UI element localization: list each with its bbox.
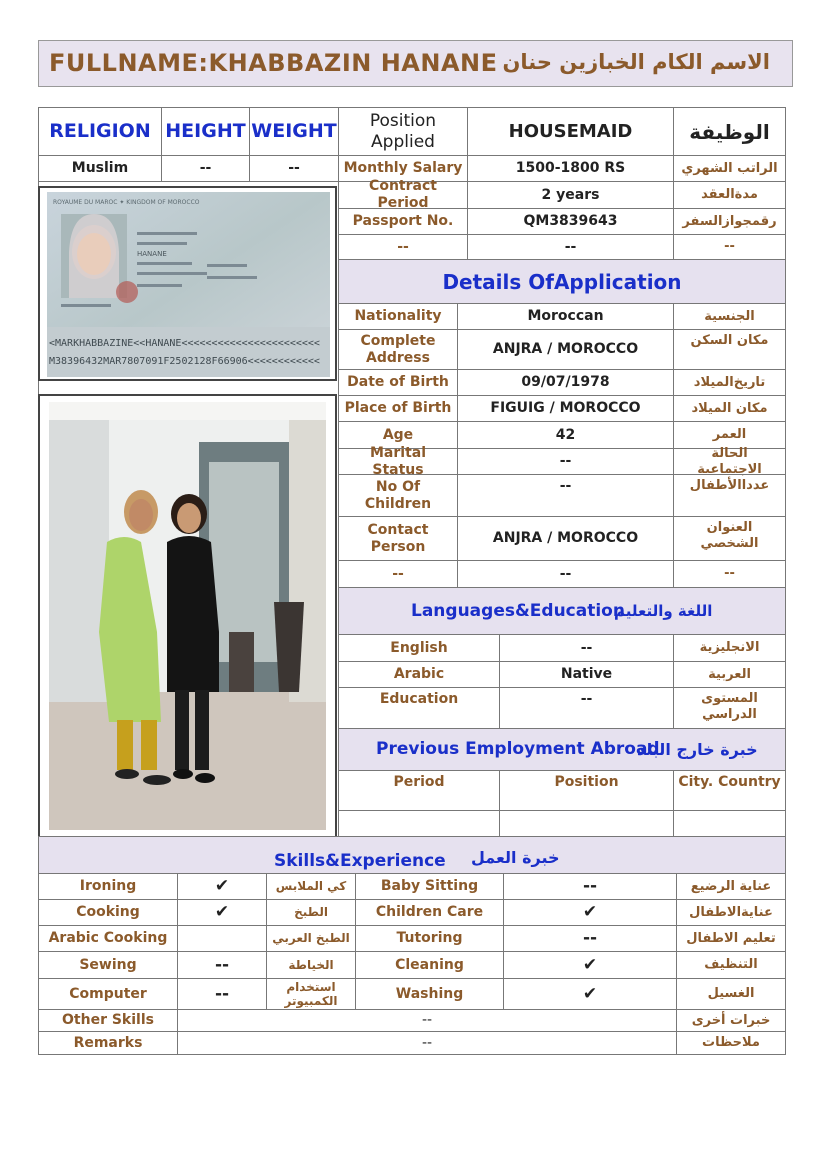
skill-right-check: ✔ [503, 978, 677, 1010]
details-row-value: -- [457, 448, 674, 475]
height-header: HEIGHT [161, 107, 250, 156]
language-row-label: English [338, 634, 500, 662]
remarks-value: -- [177, 1031, 677, 1055]
details-row-value: FIGUIG / MOROCCO [457, 395, 674, 422]
skill-right-check: -- [503, 925, 677, 952]
details-row-label-ar: العمر [673, 421, 786, 449]
skill-right-label: Children Care [355, 899, 504, 926]
skill-left-label-ar: استخدام الكمبيوتر [266, 978, 356, 1010]
skill-right-label-ar: الغسيل [676, 978, 786, 1010]
skill-left-check: -- [177, 951, 267, 979]
language-row-label-ar: المستوى الدراسي [673, 687, 786, 729]
details-row-label-ar: مكان الميلاد [673, 395, 786, 422]
details-row-value: -- [457, 560, 674, 588]
job-row-label-ar: رقمجوازالسفر [673, 208, 786, 235]
details-row-label: -- [338, 560, 458, 588]
languages-title-ar: اللغة والتعليم [614, 602, 713, 620]
skill-left-label-ar: الخياطة [266, 951, 356, 979]
job-row-label: Monthly Salary [338, 155, 468, 182]
skill-right-label: Baby Sitting [355, 873, 504, 900]
skill-right-check: ✔ [503, 951, 677, 979]
job-row-value: -- [467, 234, 674, 260]
details-row-value: Moroccan [457, 303, 674, 330]
job-row-value: 2 years [467, 181, 674, 209]
skill-left-label: Cooking [38, 899, 178, 926]
skill-right-label-ar: عنايةالاطفال [676, 899, 786, 926]
details-row-label: Complete Address [338, 329, 458, 370]
details-row-label-ar: -- [673, 560, 786, 588]
details-row-label-ar: مكان السكن [673, 329, 786, 370]
employment-col-country: City. Country [673, 770, 786, 811]
fullname-en: FULLNAME:KHABBAZIN HANANE [49, 49, 498, 77]
skill-left-label: Sewing [38, 951, 178, 979]
skill-left-check: ✔ [177, 873, 267, 900]
details-row-value: ANJRA / MOROCCO [457, 516, 674, 561]
details-row-label: No Of Children [338, 474, 458, 517]
position-value: HOUSEMAID [467, 107, 674, 156]
passport-mrz-line-2: M38396432MAR7807091F2502128F66906<<<<<<<<<<<< [49, 356, 320, 367]
employment-header [338, 728, 786, 771]
skill-left-label: Computer [38, 978, 178, 1010]
details-row-label: Marital Status [338, 448, 458, 475]
employment-title-ar: خبرة خارج البلد [637, 739, 758, 759]
details-title: Details OfApplication [338, 259, 786, 304]
skills-title-ar: خبرة العمل [471, 848, 560, 867]
passport-name: HANANE [137, 250, 167, 258]
details-row-label-ar: عدداالأطفال [673, 474, 786, 517]
language-row-label-ar: الانجليزية [673, 634, 786, 662]
job-row-label-ar: -- [673, 234, 786, 260]
skill-left-label-ar: الطبخ العربي [266, 925, 356, 952]
skill-right-check: ✔ [503, 899, 677, 926]
language-row-label: Arabic [338, 661, 500, 688]
job-row-label: Contract Period [338, 181, 468, 209]
full-photo-frame [38, 394, 337, 838]
details-row-label-ar: العنوان الشخصي [673, 516, 786, 561]
employment-country-empty [673, 810, 786, 837]
skill-right-label: Cleaning [355, 951, 504, 979]
passport-image [47, 192, 330, 377]
details-row-label: Place of Birth [338, 395, 458, 422]
skill-left-label: Ironing [38, 873, 178, 900]
skill-left-label-ar: كي الملابس [266, 873, 356, 900]
skill-left-label: Arabic Cooking [38, 925, 178, 952]
details-row-value: ANJRA / MOROCCO [457, 329, 674, 370]
skill-left-label-ar: الطبخ [266, 899, 356, 926]
language-row-value: -- [499, 687, 674, 729]
skill-right-label: Washing [355, 978, 504, 1010]
religion-value: Muslim [38, 155, 162, 182]
title-bar [38, 40, 793, 87]
weight-header: WEIGHT [249, 107, 339, 156]
details-row-label: Date of Birth [338, 369, 458, 396]
job-row-label: -- [338, 234, 468, 260]
skill-right-label-ar: تعليم الاطفال [676, 925, 786, 952]
passport-mrz-line-1: <MARKHABBAZINE<<HANANE<<<<<<<<<<<<<<<<<<<<<<< [49, 338, 320, 349]
religion-header: RELIGION [38, 107, 162, 156]
employment-col-period: Period [338, 770, 500, 811]
details-row-label: Contact Person [338, 516, 458, 561]
details-row-value: -- [457, 474, 674, 517]
job-row-label-ar: مدةالعقد [673, 181, 786, 209]
passport-header-line: ROYAUME DU MAROC ✦ KINGDOM OF MOROCCO [53, 199, 200, 206]
details-row-value: 42 [457, 421, 674, 449]
full-body-photo [49, 402, 326, 830]
employment-period-empty [338, 810, 500, 837]
job-row-value: QM3839643 [467, 208, 674, 235]
skill-right-label: Tutoring [355, 925, 504, 952]
details-row-label: Nationality [338, 303, 458, 330]
height-value: -- [161, 155, 250, 182]
employment-position-empty [499, 810, 674, 837]
details-row-label-ar: تاريخ‌الميلاد [673, 369, 786, 396]
language-row-value: Native [499, 661, 674, 688]
weight-value: -- [249, 155, 339, 182]
position-label: Position Applied [338, 107, 468, 156]
skill-right-label-ar: عناية الرضيع [676, 873, 786, 900]
language-row-value: -- [499, 634, 674, 662]
fullname-ar: الاسم الكام الخبازين حنان [502, 50, 770, 74]
other-skills-value: -- [177, 1009, 677, 1032]
remarks-label: Remarks [38, 1031, 178, 1055]
details-row-label-ar: الحالة الاجتماعية [673, 448, 786, 475]
languages-title-en: Languages&Education [411, 600, 625, 621]
other-skills-label: Other Skills [38, 1009, 178, 1032]
job-row-label: Passport No. [338, 208, 468, 235]
job-row-label-ar: الراتب الشهري [673, 155, 786, 182]
skills-title-en: Skills&Experience [274, 851, 446, 871]
passport-photo-frame [38, 186, 337, 381]
skill-right-label-ar: التنظيف [676, 951, 786, 979]
skill-right-check: -- [503, 873, 677, 900]
remarks-ar: ملاحظات [676, 1031, 786, 1055]
employment-title-en: Previous Employment Abroad [376, 739, 660, 760]
language-row-label: Education [338, 687, 500, 729]
details-row-value: 09/07/1978 [457, 369, 674, 396]
details-row-label-ar: الجنسية [673, 303, 786, 330]
skills-header [38, 836, 786, 874]
details-row-label: Age [338, 421, 458, 449]
languages-header [338, 587, 786, 635]
skill-left-check [177, 925, 267, 952]
position-label-ar: الوظيفة [673, 107, 786, 156]
skill-left-check: ✔ [177, 899, 267, 926]
other-skills-ar: خبرات أخرى [676, 1009, 786, 1032]
passport-seal-icon [116, 281, 138, 303]
job-row-value: 1500-1800 RS [467, 155, 674, 182]
language-row-label-ar: العربية [673, 661, 786, 688]
employment-col-position: Position [499, 770, 674, 811]
skill-left-check: -- [177, 978, 267, 1010]
